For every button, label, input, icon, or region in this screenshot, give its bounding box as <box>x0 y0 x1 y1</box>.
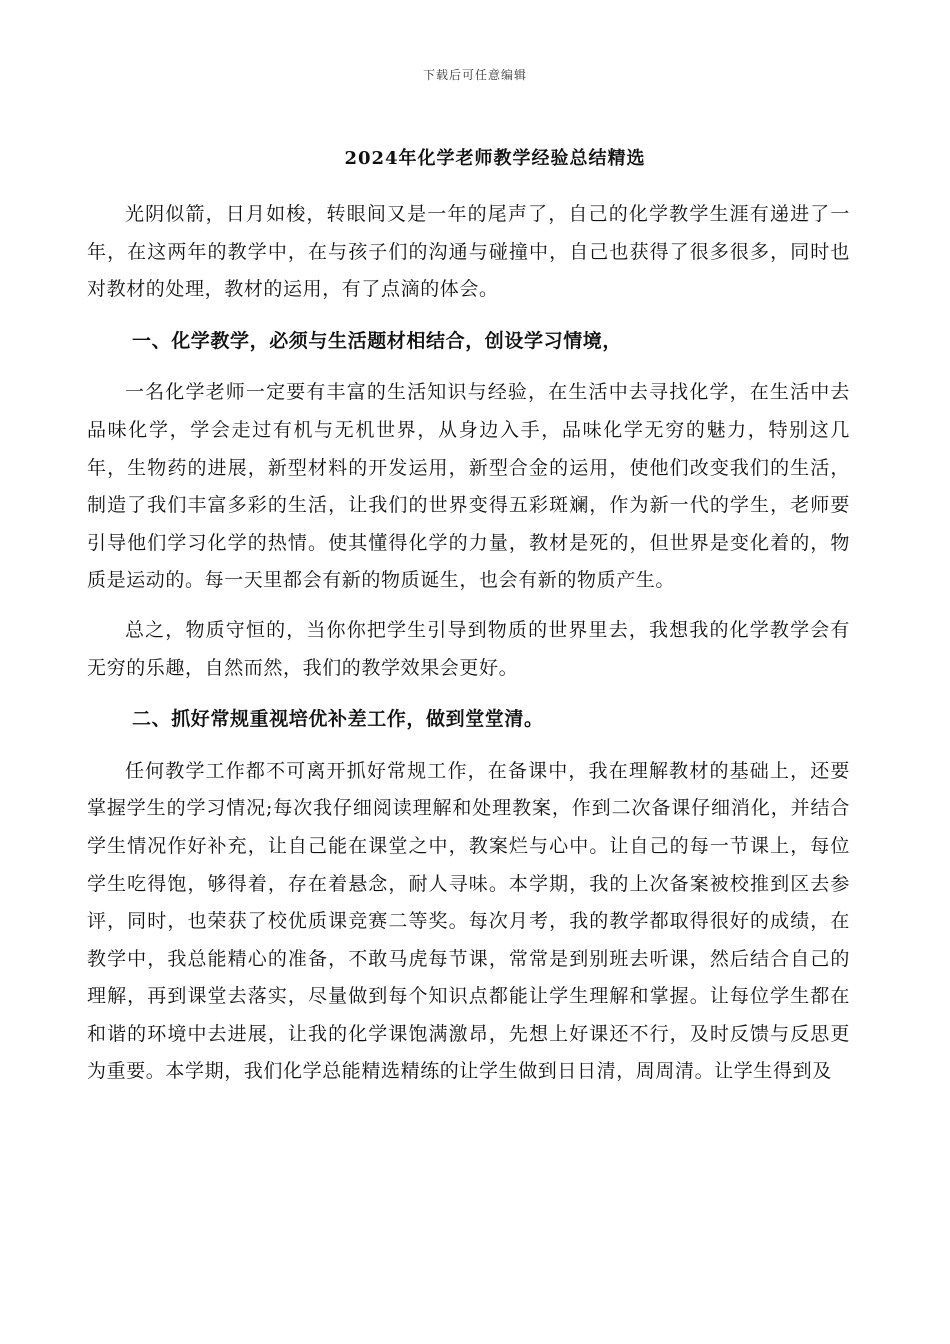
section-heading-1: 一、化学教学，必须与生活题材相结合，创设学习情境， <box>132 329 623 352</box>
section-2-paragraph: 任何教学工作都不可离开抓好常规工作，在备课中，我在理解教材的基础上，还要掌握学生的学习情况;每次我仔细阅读理解和处理教案，作到二次备课仔细消化，并结合学生情况作好补充，让自己能在课堂之中，教案烂与心中。让自己的每一节课上，每位学生吃得饱，够得着，存在着悬念，耐人寻味。本学期，我的上次备案被校推到区去参评，同时，也荣获了校优质课竞赛二等奖。每次月考，我的教学都取得很好的成绩，在教学中，我总能精心的准备，不敢马虎每节课，常常是到别班去听课，然后结合自己的理解，再到课堂去落实，尽量做到每个知识点都能让学生理解和掌握。让每位学生都在和谐的环境中去进展，让我的化学课饱满激昂，先想上好课还不行，及时反馈与反思更为重要。本学期，我们化学总能精选精练的让学生做到日日清，周周清。让学生得到及 <box>87 759 850 1083</box>
header-note: 下载后可任意编辑 <box>422 68 527 82</box>
document-body <box>87 196 850 1091</box>
section-1-conclusion-paragraph: 总之，物质守恒的，当你你把学生引导到物质的世界里去，我想我的化学教学会有无穷的乐趣，自然而然，我们的教学效果会更好。 <box>87 618 850 679</box>
intro-paragraph: 光阴似箭，日月如梭，转眼间又是一年的尾声了，自己的化学教学生涯有递进了一年，在这两年的教学中，在与孩子们的沟通与碰撞中，自己也获得了很多很多，同时也对教材的处理，教材的运用，有了点滴的体会。 <box>87 203 850 301</box>
section-heading-2: 二、抓好常规重视培优补差工作，做到堂堂清。 <box>132 708 544 731</box>
document-title: 2024年化学老师教学经验总结精选 <box>344 148 646 169</box>
section-1-paragraph: 一名化学老师一定要有丰富的生活知识与经验，在生活中去寻找化学，在生活中去品味化学，学会走过有机与无机世界，从身边入手，品味化学无穷的魅力，特别这几年，生物药的进展，新型材料的开发运用，新型合金的运用，使他们改变我们的生活，制造了我们丰富多彩的生活，让我们的世界变得五彩斑斓，作为新一代的学生，老师要引导他们学习化学的热情。使其懂得化学的力量，教材是死的，但世界是变化着的，物质是运动的。每一天里都会有新的物质诞生，也会有新的物质产生。 <box>87 381 850 592</box>
